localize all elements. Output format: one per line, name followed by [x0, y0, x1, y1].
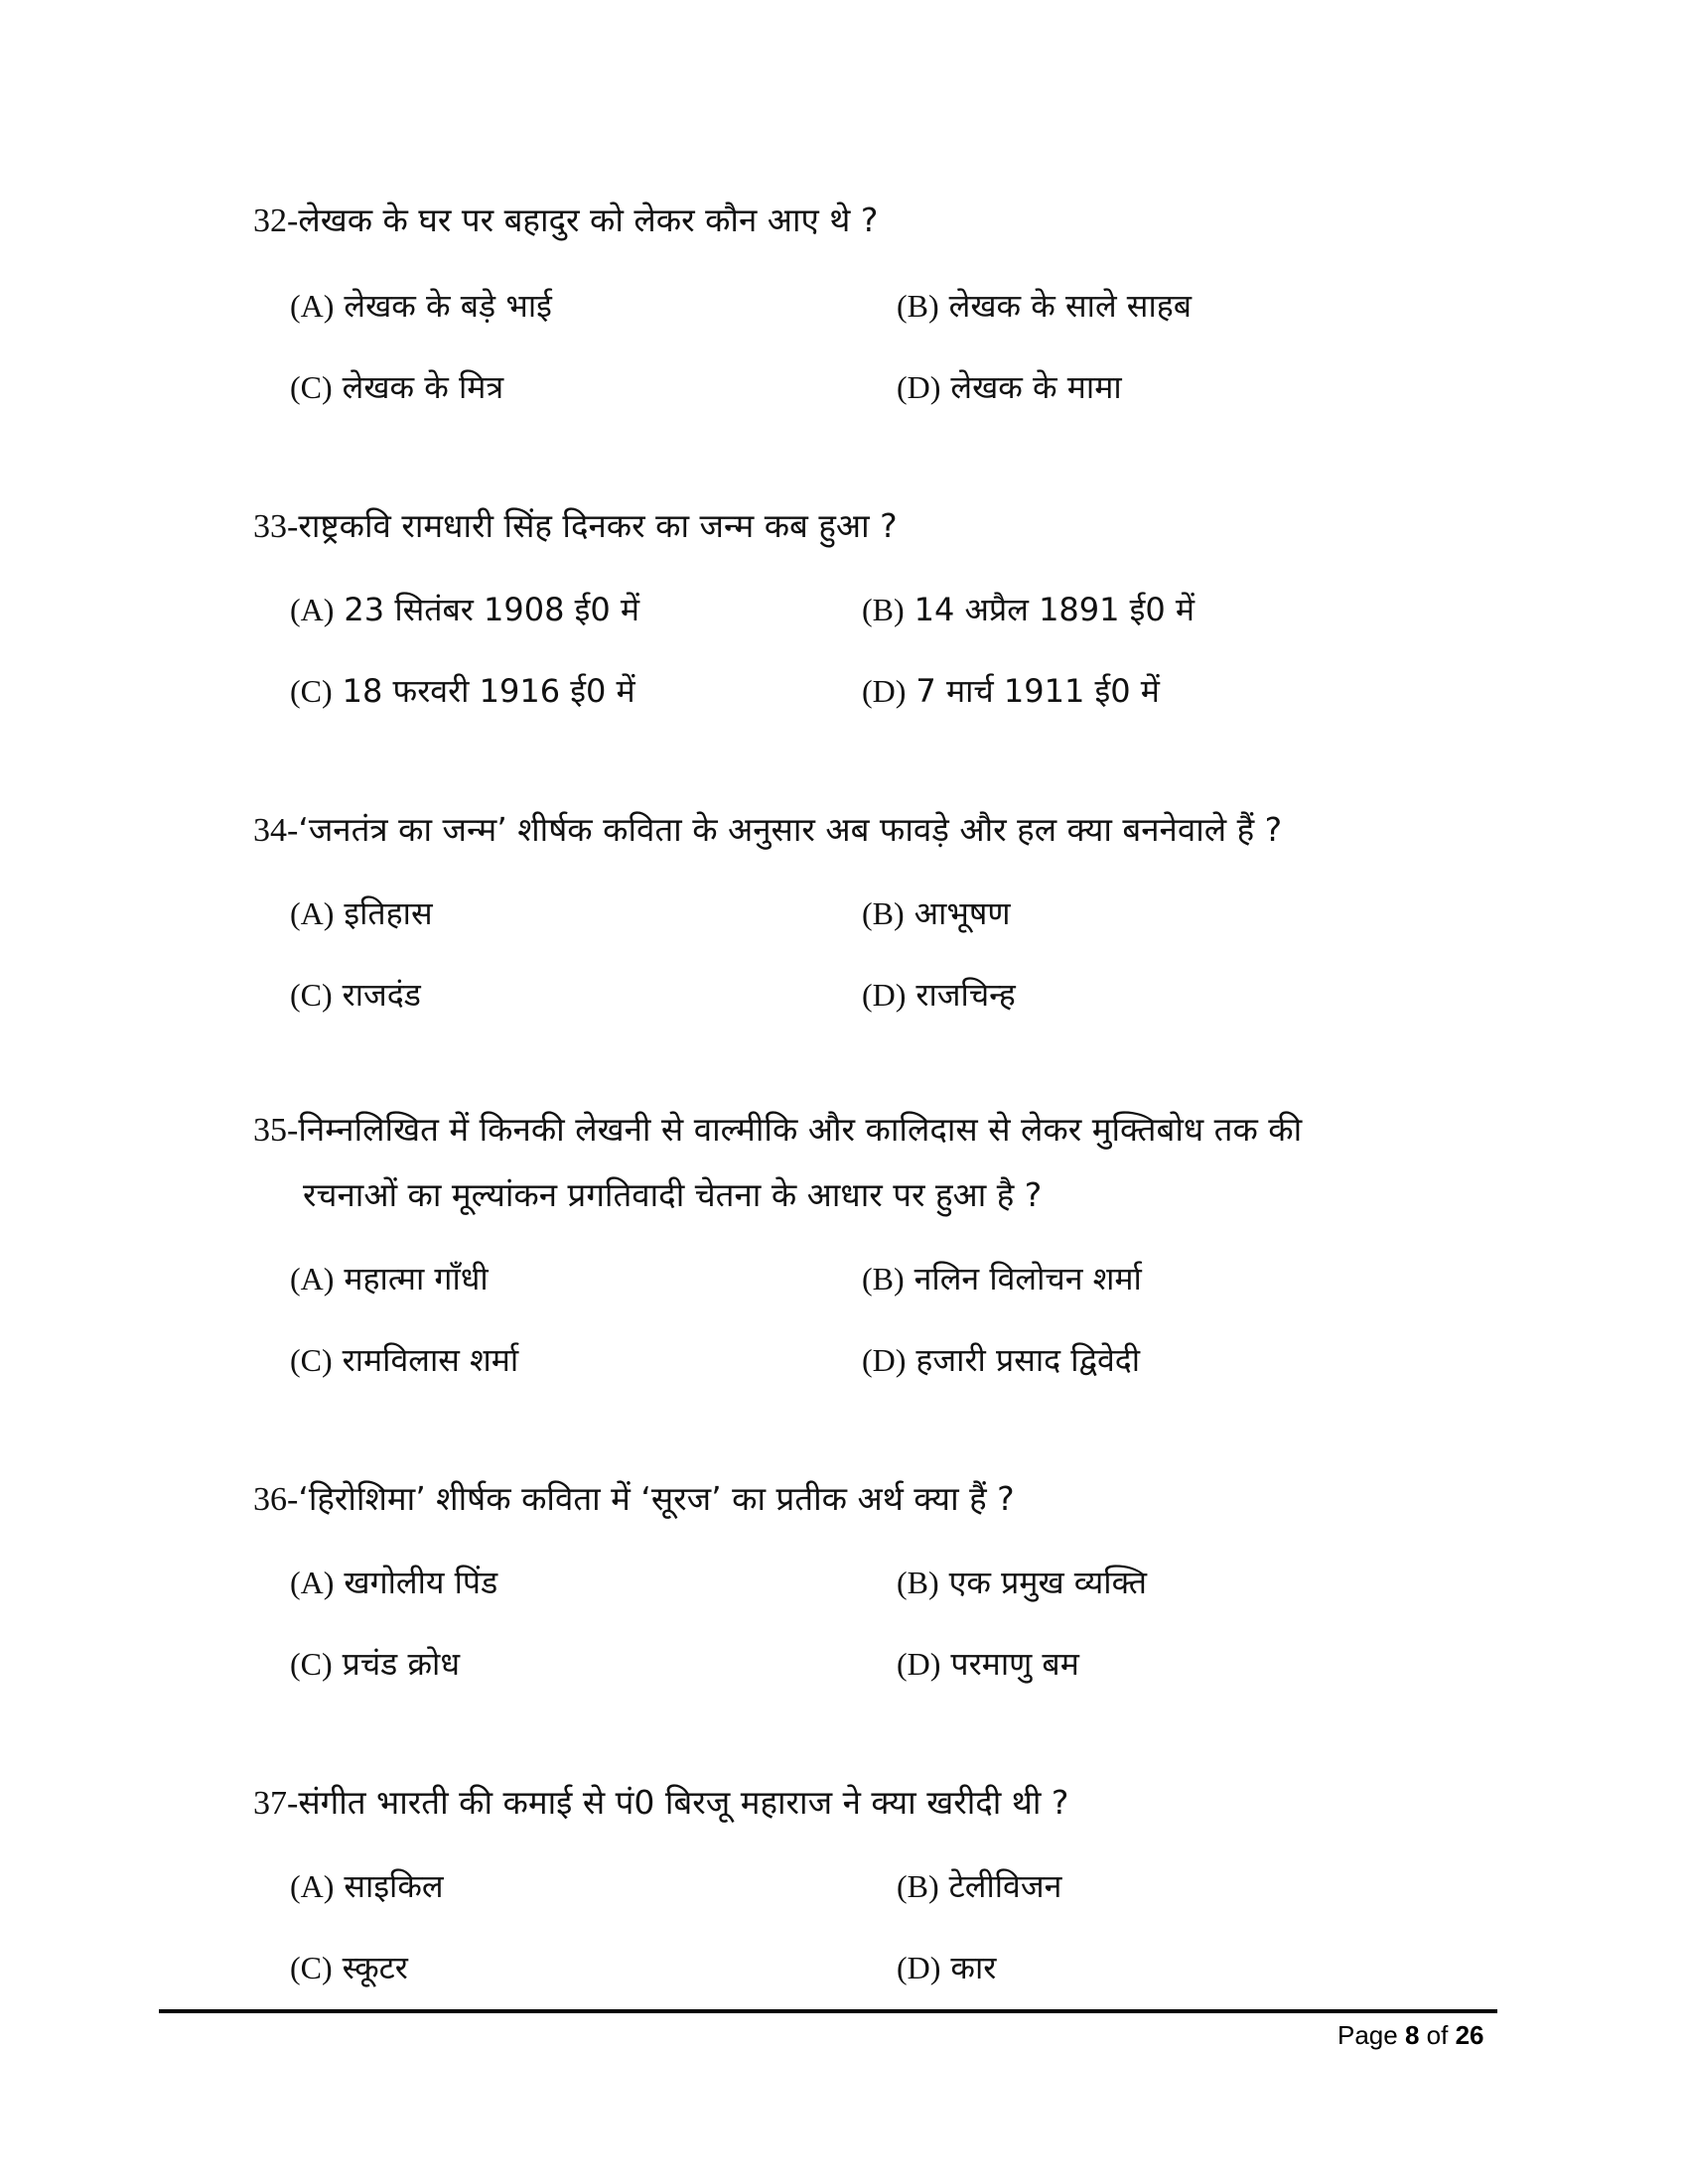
option-label: (D): [862, 977, 907, 1013]
question-number: 35-: [253, 1112, 299, 1149]
option-label: (B): [897, 1565, 939, 1600]
option-label: (D): [897, 369, 941, 405]
option-b: [862, 588, 1195, 631]
option-label: (A): [290, 1261, 335, 1297]
question-37: [253, 1781, 1068, 1826]
option-text: 18 फरवरी 1916 ई0 में: [342, 672, 635, 710]
question-text: संगीत भारती की कमाई से पं0 बिरजू महाराज ने क्या खरीदी थी ?: [298, 1783, 1069, 1822]
option-d: [862, 1338, 1140, 1382]
option-text: 7 मार्च 1911 ई0 में: [915, 672, 1160, 710]
option-text: राजचिन्ह: [915, 976, 1016, 1014]
option-text: टेलीविजन: [948, 1867, 1062, 1905]
option-text: लेखक के साले साहब: [948, 287, 1192, 325]
question-text: निम्नलिखित में किनकी लेखनी से वाल्मीकि और कालिदास से लेकर मुक्तिबोध तक की: [298, 1110, 1303, 1149]
option-label: (C): [290, 1950, 333, 1985]
option-label: (A): [290, 592, 335, 627]
current-page: 8: [1404, 2020, 1420, 2050]
option-text: राजदंड: [342, 976, 421, 1014]
option-label: (B): [897, 288, 939, 324]
page-word: Page: [1337, 2020, 1398, 2050]
option-text: नलिन विलोचन शर्मा: [914, 1260, 1142, 1297]
option-d: [897, 365, 1122, 409]
option-label: (B): [897, 1868, 939, 1904]
option-a: [290, 891, 433, 935]
option-text: लेखक के मामा: [950, 368, 1122, 406]
question-number: 34-: [253, 812, 299, 849]
option-b: [862, 1257, 1142, 1300]
option-c: [290, 1642, 460, 1686]
option-text: 23 सितंबर 1908 ई0 में: [344, 591, 639, 628]
option-text: आभूषण: [914, 894, 1011, 932]
option-label: (A): [290, 288, 335, 324]
question-text: राष्ट्रकवि रामधारी सिंह दिनकर का जन्म कब हुआ ?: [298, 506, 898, 545]
option-text: इतिहास: [344, 894, 433, 932]
option-text: लेखक के मित्र: [342, 368, 504, 406]
question-number: 33-: [253, 508, 299, 545]
option-text: हजारी प्रसाद द्विवेदी: [915, 1341, 1141, 1379]
option-text: स्कूटर: [342, 1949, 408, 1986]
option-a: [290, 1864, 444, 1908]
option-label: (B): [862, 592, 905, 627]
option-a: [290, 1257, 489, 1300]
option-label: (C): [290, 977, 333, 1013]
option-b: [862, 891, 1011, 935]
option-d: [897, 1642, 1079, 1686]
option-label: (C): [290, 369, 333, 405]
option-a: [290, 588, 639, 631]
option-label: (D): [862, 1342, 907, 1378]
option-text: परमाणु बम: [950, 1645, 1079, 1683]
question-text: ‘हिरोशिमा’ शीर्षक कविता में ‘सूरज’ का प्रतीक अर्थ क्या हैं ?: [298, 1479, 1015, 1518]
option-text: कार: [950, 1949, 997, 1986]
option-d: [897, 1946, 996, 1989]
question-33: [253, 504, 898, 549]
option-c: [290, 973, 421, 1017]
option-label: (B): [862, 895, 905, 931]
option-c: [290, 365, 503, 409]
option-text: एक प्रमुख व्यक्ति: [948, 1564, 1147, 1601]
option-text: 14 अप्रैल 1891 ई0 में: [914, 591, 1196, 628]
question-35: [253, 1108, 1302, 1153]
option-label: (A): [290, 1868, 335, 1904]
of-word: of: [1426, 2020, 1449, 2050]
option-a: [290, 284, 552, 328]
footer-divider: [159, 2009, 1497, 2013]
question-number: 36-: [253, 1481, 299, 1518]
option-label: (C): [290, 673, 333, 709]
option-text: प्रचंड क्रोध: [342, 1645, 461, 1683]
option-label: (C): [290, 1646, 333, 1682]
option-label: (D): [862, 673, 907, 709]
question-35-line-2: रचनाओं का मूल्यांकन प्रगतिवादी चेतना के आधार पर हुआ है ?: [303, 1175, 1043, 1214]
question-number: 37-: [253, 1785, 299, 1822]
question-text: लेखक के घर पर बहादुर को लेकर कौन आए थे ?: [298, 201, 879, 239]
option-label: (A): [290, 1565, 335, 1600]
option-c: [290, 1946, 408, 1989]
option-b: [897, 1561, 1147, 1604]
total-pages: 26: [1455, 2020, 1484, 2050]
option-label: (D): [897, 1950, 941, 1985]
option-text: साइकिल: [344, 1867, 444, 1905]
option-text: खगोलीय पिंड: [344, 1564, 498, 1601]
option-text: रामविलास शर्मा: [342, 1341, 519, 1379]
option-b: [897, 284, 1192, 328]
option-d: [862, 973, 1016, 1017]
option-d: [862, 669, 1160, 713]
question-36: [253, 1477, 1015, 1522]
option-label: (A): [290, 895, 335, 931]
option-b: [897, 1864, 1061, 1908]
question-34: [253, 808, 1282, 853]
question-32: [253, 199, 878, 243]
option-text: महात्मा गाँधी: [344, 1260, 489, 1297]
page-number: [1337, 2015, 1484, 2055]
option-a: [290, 1561, 497, 1604]
option-label: (D): [897, 1646, 941, 1682]
option-text: लेखक के बड़े भाई: [344, 287, 552, 325]
option-c: [290, 669, 635, 713]
question-number: 32-: [253, 203, 299, 239]
option-label: (C): [290, 1342, 333, 1378]
option-label: (B): [862, 1261, 905, 1297]
question-text: ‘जनतंत्र का जन्म’ शीर्षक कविता के अनुसार अब फावड़े और हल क्या बननेवाले हैं ?: [298, 810, 1283, 849]
option-c: [290, 1338, 518, 1382]
